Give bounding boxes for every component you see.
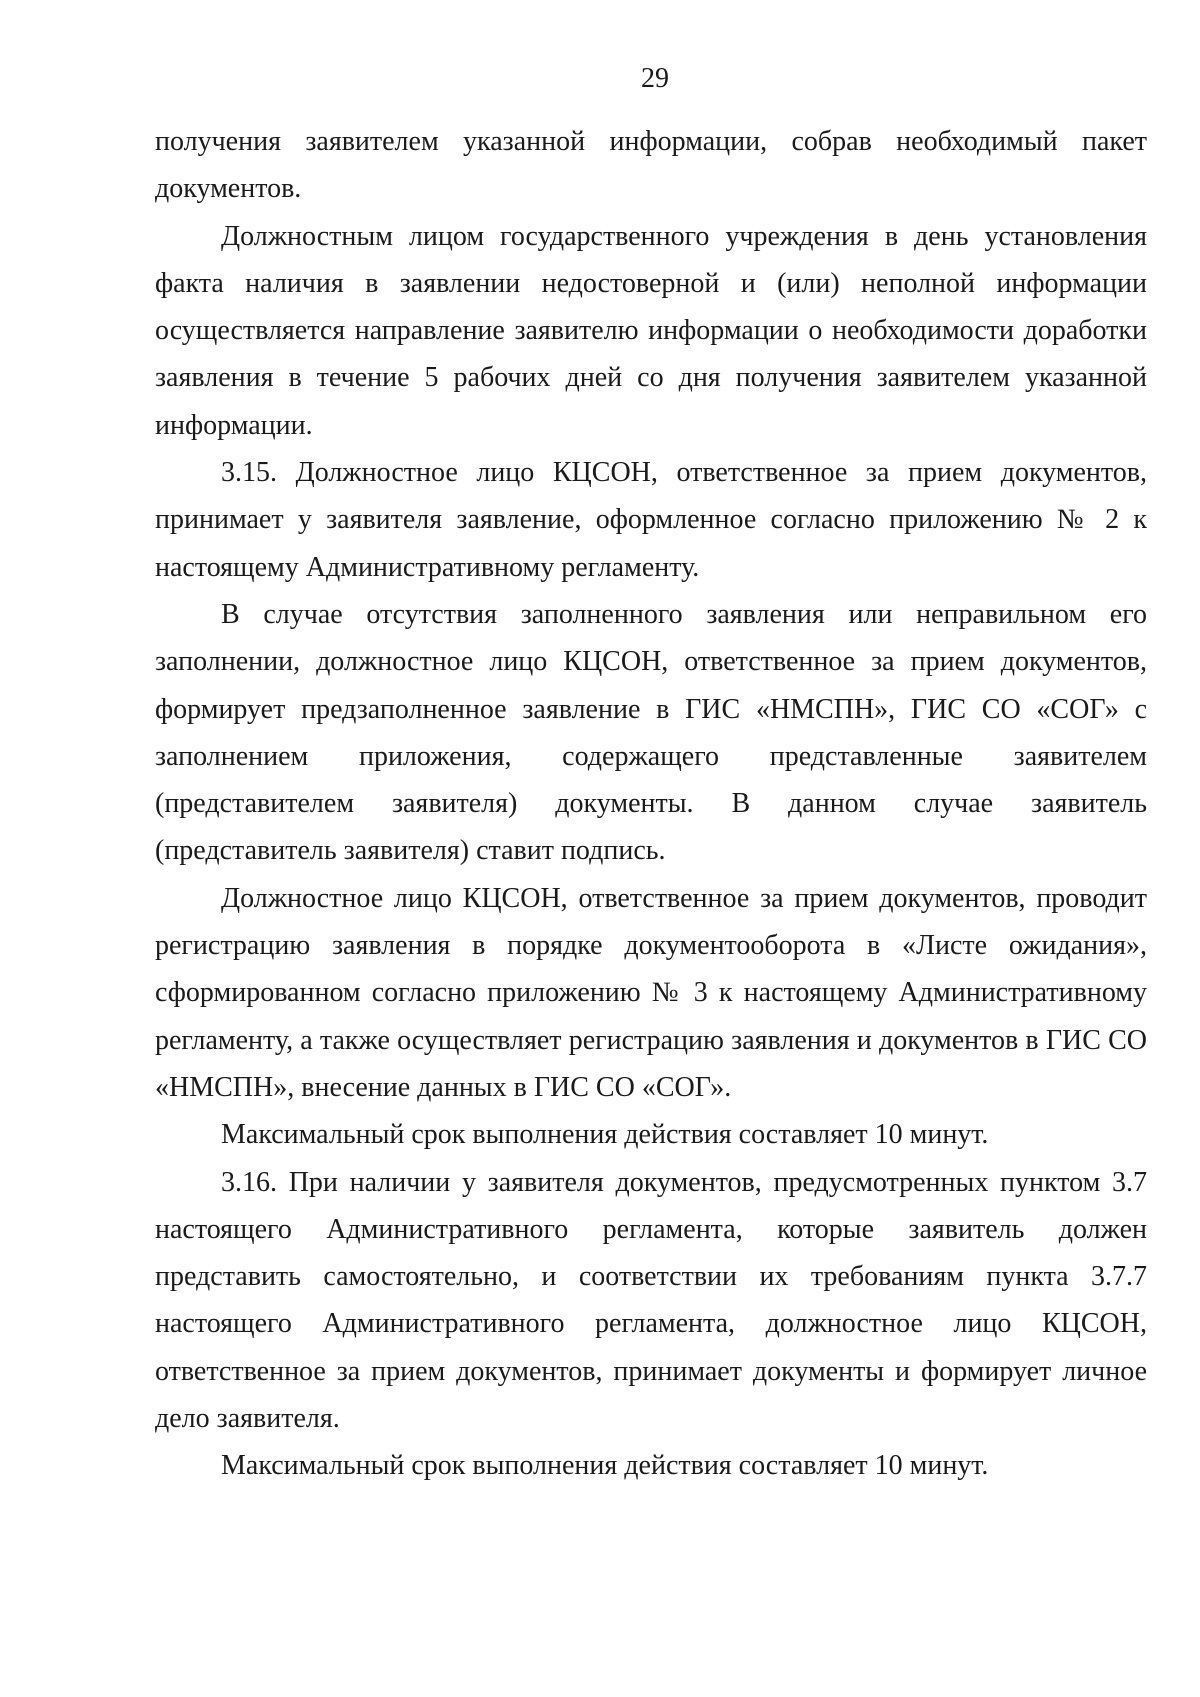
paragraph-continuation: получения заявителем указанной информации, собрав необходимый пакет документов. [155, 126, 1147, 205]
paragraph-max-time-1: Максимальный срок выполнения действия составляет 10 минут. [221, 1119, 989, 1151]
page-number: 29 [641, 63, 669, 94]
paragraph-prefilled-application: В случае отсутствия заполненного заявления или неправильном его заполнении, должностное лицо КЦСОН, ответственное за прием документов, формирует предзаполненное заявление в ГИС «НМСПН», ГИС СО «СОГ» с заполнением приложения, содержащего представленные заявителем (представителем заявителя) документы. В данном случае заявитель (представитель заявителя) ставит подпись. [155, 598, 1147, 867]
paragraph-max-time-2: Максимальный срок выполнения действия составляет 10 минут. [221, 1450, 989, 1482]
paragraph-clause-3-16: 3.16. При наличии у заявителя документов, предусмотренных пунктом 3.7 настоящего Административного регламента, которые заявитель должен представить самостоятельно, и соответствии их требованиям пункта 3.7.7 настоящего Административного регламента, должностное лицо КЦСОН, ответственное за прием документов, принимает документы и формирует личное дело заявителя. [155, 1166, 1147, 1435]
paragraph-clause-3-15: 3.15. Должностное лицо КЦСОН, ответственное за прием документов, принимает у заявителя заявление, оформленное согласно приложению № 2 к настоящему Административному регламенту. [155, 457, 1147, 583]
document-body [155, 118, 1147, 1490]
paragraph-registration: Должностное лицо КЦСОН, ответственное за прием документов, проводит регистрацию заявления в порядке документооборота в «Листе ожидания», сформированном согласно приложению № 3 к настоящему Административному регламенту, а также осуществляет регистрацию заявления и документов в ГИС СО «НМСПН», внесение данных в ГИС СО «СОГ». [155, 882, 1147, 1103]
paragraph-incomplete-info-notice: Должностным лицом государственного учреждения в день установления факта наличия в заявлении недостоверной и (или) неполной информации осуществляется направление заявителю информации о необходимости доработки заявления в течение 5 рабочих дней со дня получения заявителем указанной информации. [155, 220, 1147, 441]
